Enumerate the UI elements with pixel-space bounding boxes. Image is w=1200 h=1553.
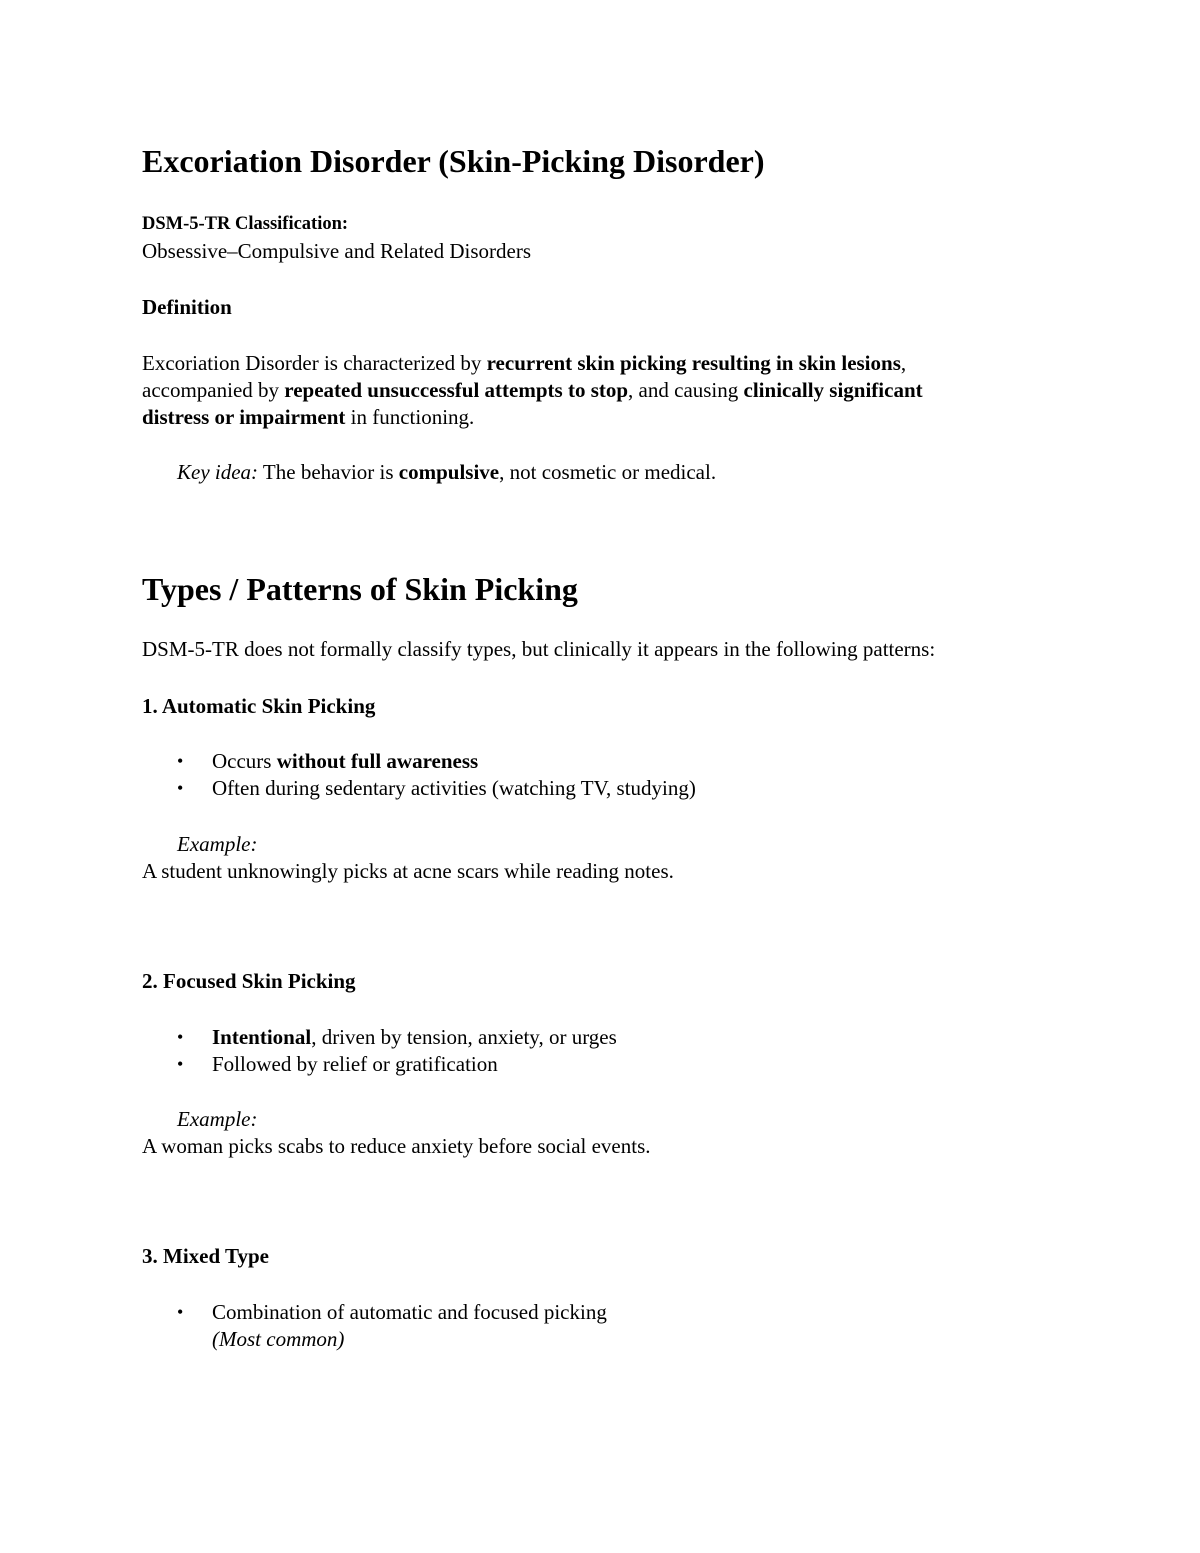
list-item: • Often during sedentary activities (watching TV, studying) <box>177 776 696 800</box>
list-item-note: (Most common) <box>212 1327 345 1351</box>
classification-value: Obsessive–Compulsive and Related Disorders <box>142 239 532 263</box>
mixed-heading: 3. Mixed Type <box>142 1244 269 1268</box>
list-item: • Occurs without full awareness <box>177 749 479 773</box>
definition-line-2: accompanied by repeated unsuccessful attempts to stop, and causing clinically significant <box>142 378 923 402</box>
automatic-bullets <box>172 748 696 802</box>
types-heading: Types / Patterns of Skin Picking <box>142 571 578 607</box>
types-intro: DSM-5-TR does not formally classify types, but clinically it appears in the following patterns: <box>142 637 936 661</box>
definition-heading: Definition <box>142 295 232 319</box>
definition-line-3: distress or impairment in functioning. <box>142 405 475 429</box>
bullet-icon: • <box>177 1054 184 1074</box>
automatic-heading: 1. Automatic Skin Picking <box>142 694 376 718</box>
focused-example-text: A woman picks scabs to reduce anxiety before social events. <box>142 1134 651 1158</box>
list-item: • Combination of automatic and focused picking <box>177 1300 607 1324</box>
list-item: • Followed by relief or gratification <box>177 1052 498 1076</box>
bullet-icon: • <box>177 1027 184 1047</box>
automatic-example-text: A student unknowingly picks at acne scars while reading notes. <box>142 859 674 883</box>
automatic-example-label: Example: <box>177 832 258 856</box>
bullet-icon: • <box>177 778 184 798</box>
mixed-bullets <box>172 1299 607 1353</box>
list-item: • Intentional, driven by tension, anxiety, or urges <box>177 1025 617 1049</box>
bullet-icon: • <box>177 1302 184 1322</box>
definition-line-1: Excoriation Disorder is characterized by recurrent skin picking resulting in skin lesions, <box>142 351 907 375</box>
focused-example-label: Example: <box>177 1107 258 1131</box>
key-idea: Key idea: The behavior is compulsive, not cosmetic or medical. <box>177 460 717 484</box>
classification-label: DSM-5-TR Classification: <box>142 214 349 234</box>
page-title: Excoriation Disorder (Skin-Picking Disorder) <box>142 143 765 179</box>
focused-heading: 2. Focused Skin Picking <box>142 969 356 993</box>
bullet-icon: • <box>177 751 184 771</box>
focused-bullets <box>172 1024 617 1078</box>
